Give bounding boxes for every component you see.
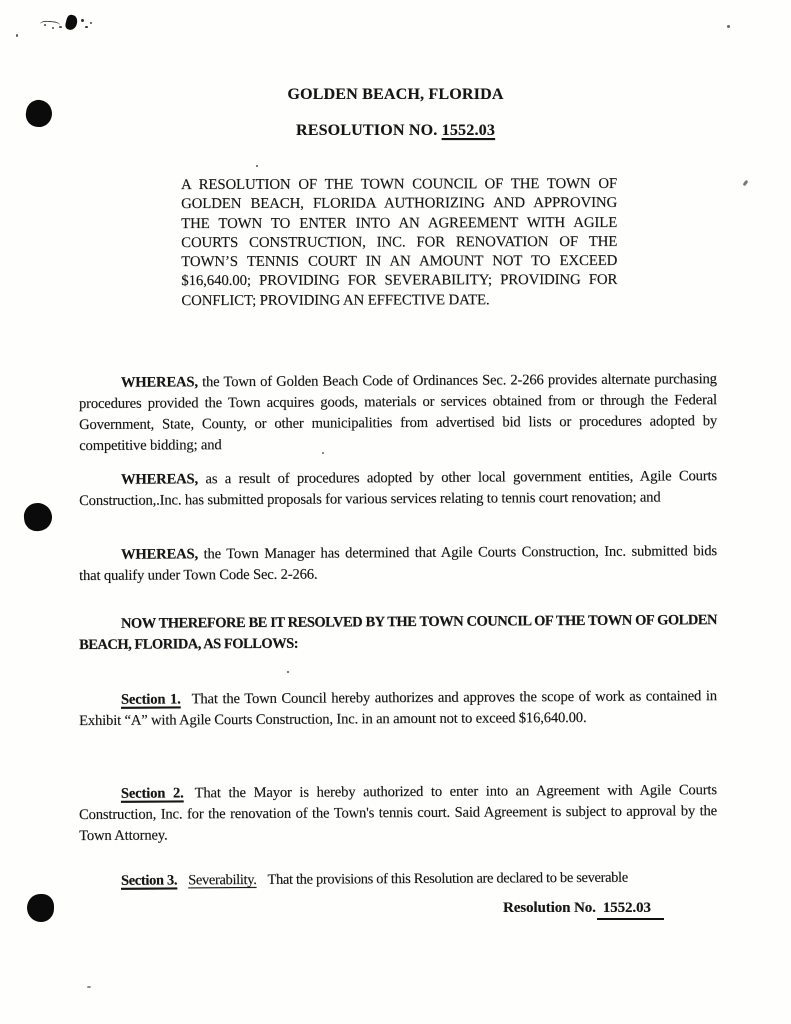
whereas-clause-3	[79, 541, 717, 587]
whereas-clause-1	[79, 369, 718, 457]
scan-speck	[85, 26, 88, 28]
whereas-clause-2	[79, 466, 717, 512]
section-label: Section 1.	[120, 690, 181, 708]
resolution-number: 1552.03	[441, 122, 496, 139]
whereas-text: as a result of procedures adopted by other local government entities, Agile Courts Construction,.Inc. has submitted proposals for various services relating to tennis court renovation; and	[79, 467, 717, 509]
scan-speck	[743, 180, 749, 187]
scan-speck	[256, 165, 258, 167]
resolution-label: RESOLUTION NO.	[295, 122, 438, 139]
resolution-heading	[0, 122, 791, 140]
section-body: That the Town Council hereby authorizes and approves the scope of work as contained in Exhibit “A” with Agile Courts Construction, Inc. in an amount not to exceed $16,640.00.	[79, 687, 717, 729]
pen-scribble-blob	[64, 14, 78, 31]
resolved-clause: NOW THEREFORE BE IT RESOLVED BY THE TOWN COUNCIL OF THE TOWN OF GOLDEN BEACH, FLORIDA, AS FOLLOWS:	[79, 611, 717, 652]
footer-resolution-reference	[503, 900, 664, 920]
resolution-title-block: A RESOLUTION OF THE TOWN COUNCIL OF THE TOWN OF GOLDEN BEACH, FLORIDA AUTHORIZING AND APPROVING THE TOWN TO ENTER INTO AN AGREEMENT WITH AGILE COURTS CONSTRUCTION, INC. FOR RENOVATION OF THE TOWN’S TENNIS COURT IN AN AMOUNT NOT TO EXCEED $16,640.00; PROVIDING FOR SEVERABILITY; PROVIDING FOR CONFLICT; PROVIDING AN EFFECTIVE DATE.	[181, 175, 618, 309]
hole-punch-dot	[23, 502, 54, 533]
municipality-heading	[0, 86, 791, 104]
scan-speck	[44, 24, 46, 26]
hole-punch-dot	[27, 894, 54, 922]
whereas-lead: WHEREAS,	[120, 545, 199, 563]
section-body: That the Mayor is hereby authorized to enter into an Agreement with Agile Courts Construction, Inc. for the renovation of the Town's tennis court. Said Agreement is subject to approval by the Town Attorney.	[78, 781, 718, 844]
scan-speck	[81, 19, 84, 22]
scan-speck	[727, 25, 730, 28]
whereas-text: the Town of Golden Beach Code of Ordinances Sec. 2-266 provides alternate purchasing procedures provided the Town acquires goods, materials or services obtained from or through the Federal Government, State, County, or other municipalities from advertised bid lists or procedures adopted by competitive bidding; and	[78, 370, 718, 454]
section-3	[79, 867, 717, 892]
footer-label: Resolution No.	[503, 900, 596, 916]
whereas-text: the Town Manager has determined that Agile Courts Construction, Inc. submitted bids that qualify under Town Code Sec. 2-266.	[79, 542, 717, 584]
section-1	[79, 686, 717, 732]
scan-speck	[16, 34, 18, 37]
section-title: Severability.	[188, 872, 257, 889]
scan-speck	[59, 26, 62, 28]
scan-speck	[287, 671, 289, 673]
pen-scribble-mark	[40, 20, 61, 29]
section-label: Section 3.	[120, 872, 178, 890]
section-2	[79, 780, 717, 847]
section-body: That the provisions of this Resolution are declared to be severable	[267, 870, 628, 889]
section-label: Section 2.	[120, 784, 184, 802]
whereas-lead: WHEREAS,	[120, 470, 199, 488]
scan-speck	[87, 986, 91, 988]
municipality-name: GOLDEN BEACH, FLORIDA	[287, 86, 504, 103]
scan-speck	[90, 22, 92, 24]
whereas-lead: WHEREAS,	[120, 373, 198, 391]
scan-speck	[52, 27, 54, 29]
footer-resolution-number: 1552.03	[597, 900, 664, 920]
